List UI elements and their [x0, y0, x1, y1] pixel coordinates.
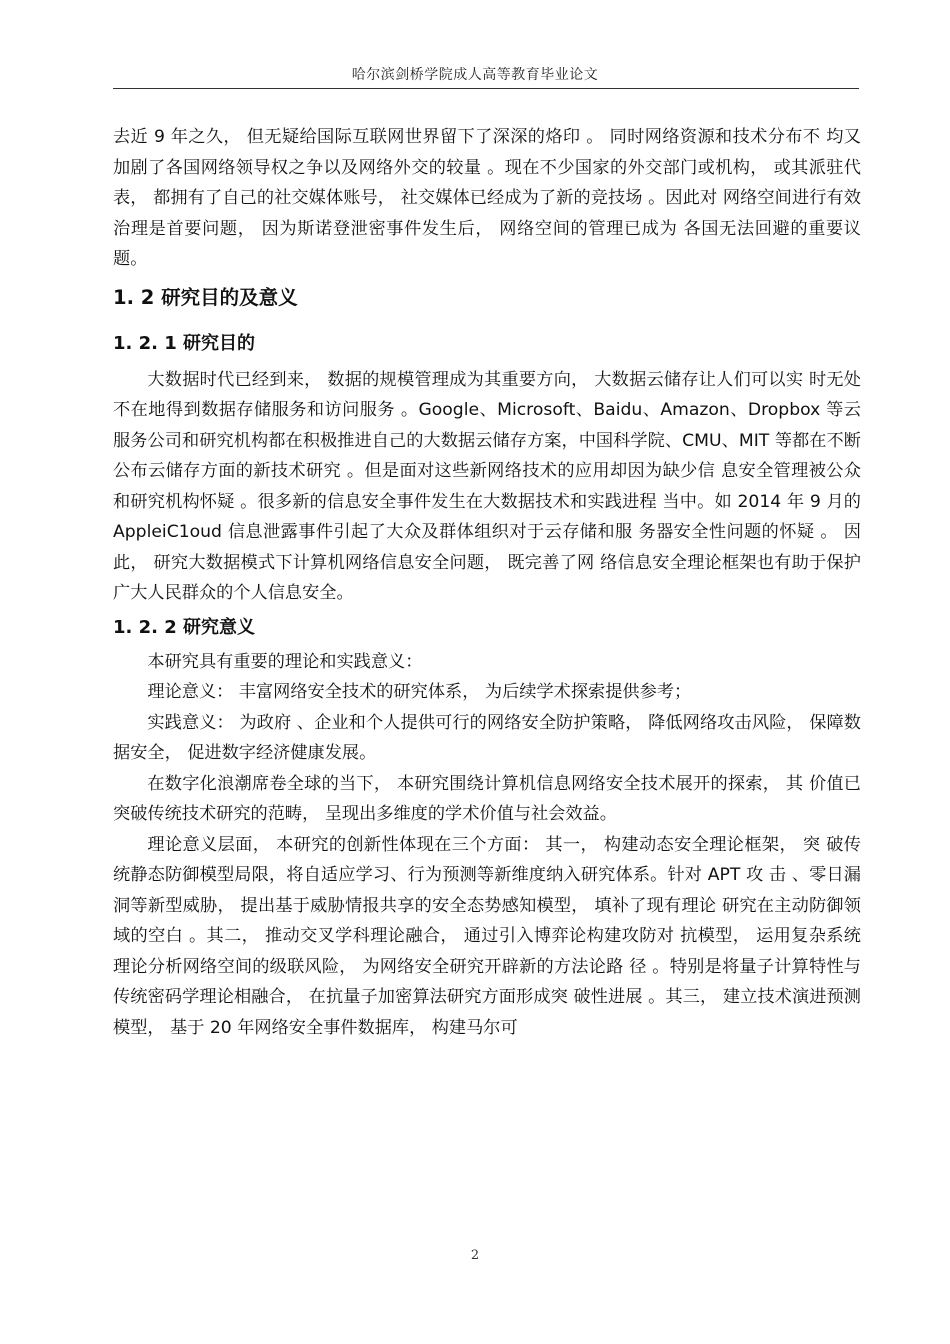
- significance-paragraph-2: 理论意义层面， 本研究的创新性体现在三个方面： 其一， 构建动态安全理论框架， 突 破传统静态防御模型局限，将自适应学习、行为预测等新维度纳入研究体系。针对 APT 攻 击 、零日漏洞等新型威胁， 提出基于威胁情报共享的安全态势感知模型， 填补了现有理论 研究在主动防御领域的空白 。其二， 推动交叉学科理论融合， 通过引入博弈论构建攻防对 抗模型， 运用复杂系统理论分析网络空间的级联风险， 为网络安全研究开辟新的方法论路 径 。特别是将量子计算特性与传统密码学理论相融合， 在抗量子加密算法研究方面形成突 破性进展 。其三， 建立技术演进预测模型， 基于 20 年网络安全事件数据库， 构建马尔可: [113, 834, 861, 1038]
- section-heading-1-2-2: 1. 2. 2 研究意义: [113, 616, 256, 638]
- section-heading-1-2-1: 1. 2. 1 研究目的: [113, 332, 256, 354]
- theory-significance-item: 理论意义： 丰富网络安全技术的研究体系， 为后续学术探索提供参考；: [147, 682, 692, 702]
- page-body: [113, 122, 861, 1043]
- page-number: 2: [470, 1248, 480, 1263]
- significance-paragraph-1: 在数字化浪潮席卷全球的当下， 本研究围绕计算机信息网络安全技术展开的探索， 其 价值已突破传统技术研究的范畴， 呈现出多维度的学术价值与社会效益。: [113, 773, 861, 824]
- practice-significance-item: 实践意义： 为政府 、企业和个人提供可行的网络安全防护策略， 降低网络攻击风险， 保障数据安全， 促进数字经济健康发展。: [113, 712, 861, 763]
- header-divider: [113, 88, 859, 89]
- significance-lead: 本研究具有重要的理论和实践意义：: [147, 651, 423, 672]
- section-heading-1-2: 1. 2 研究目的及意义: [113, 285, 298, 309]
- intro-paragraph: 去近 9 年之久， 但无疑给国际互联网世界留下了深深的烙印 。 同时网络资源和技术分布不 均又加剧了各国网络领导权之争以及网络外交的较量 。现在不少国家的外交部门或机构， 或其派驻代表， 都拥有了自己的社交媒体账号， 社交媒体已经成为了新的竞技场 。因此对 网络空间进行有效治理是首要问题， 因为斯诺登泄密事件发生后， 网络空间的管理已成为 各国无法回避的重要议题。: [113, 127, 861, 269]
- research-purpose-paragraph: 大数据时代已经到来， 数据的规模管理成为其重要方向， 大数据云储存让人们可以实 时无处不在地得到数据存储服务和访问服务 。Google、Microsoft、Baidu、Amazon、Dropbox 等云服务公司和研究机构都在积极推进自己的大数据云储存方案，中国科学院、CMU、MIT 等都在不断公布云储存方面的新技术研究 。但是面对这些新网络技术的应用却因为缺少信 息安全管理被公众和研究机构怀疑 。很多新的信息安全事件发生在大数据技术和实践进程 当中。如 2014 年 9 月的 AppleiC1oud 信息泄露事件引起了大众及群体组织对于云存储和服 务器安全性问题的怀疑 。 因此， 研究大数据模式下计算机网络信息安全问题， 既完善了网 络信息安全理论框架也有助于保护广大人民群众的个人信息安全。: [113, 369, 861, 603]
- running-header-title: 哈尔滨剑桥学院成人高等教育毕业论文: [351, 67, 599, 83]
